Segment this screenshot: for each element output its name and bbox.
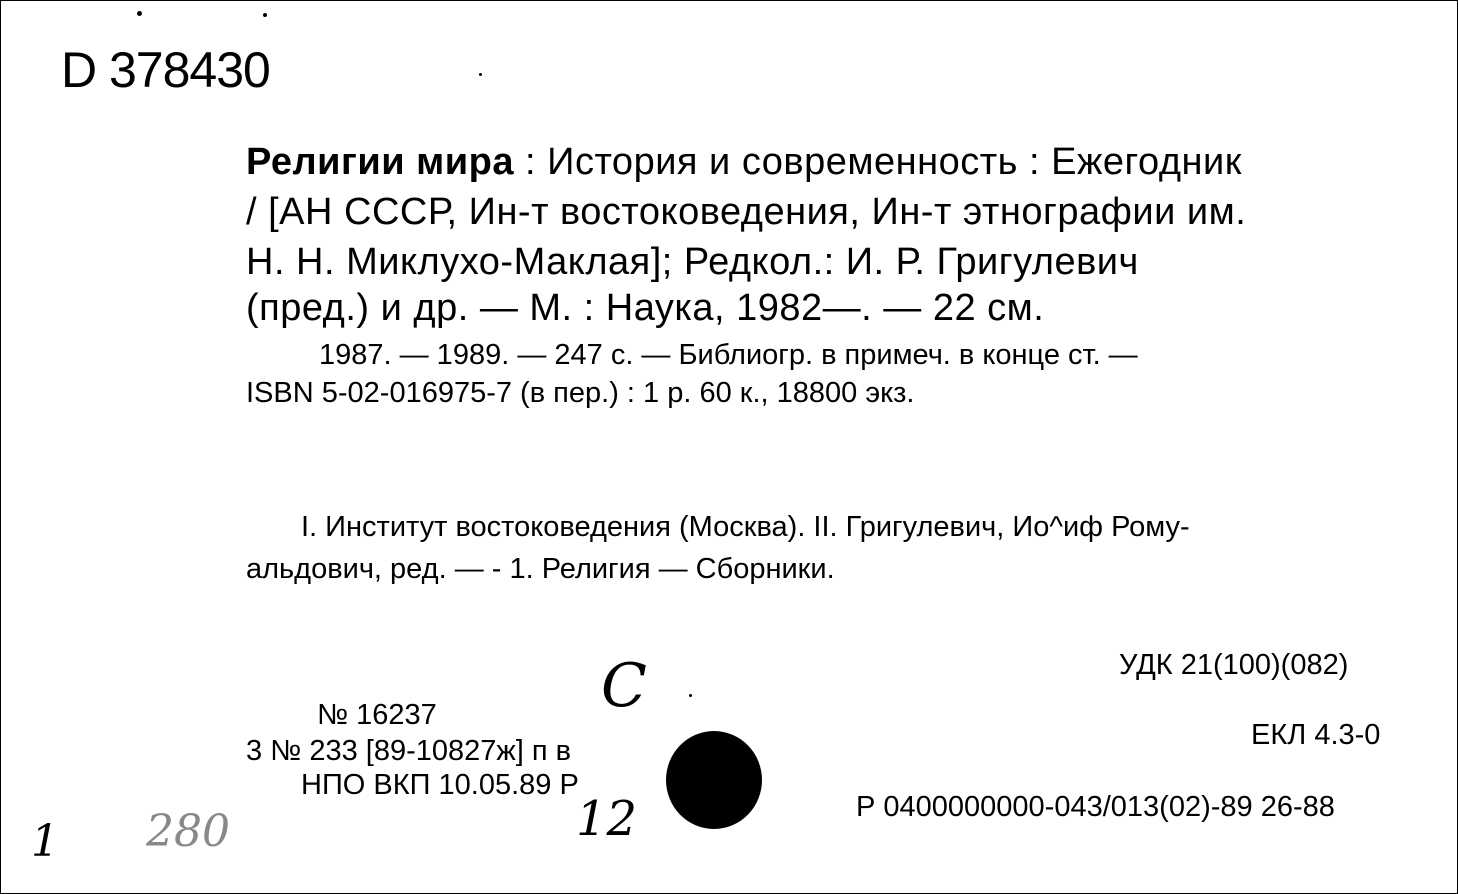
title-line-1	[246, 141, 1242, 184]
order-line: 3 № 233 [89-10827ж] п в	[246, 735, 572, 767]
price-code: Р 0400000000-043/013(02)-89 26-88	[856, 791, 1335, 823]
volume-line-1: 1987. — 1989. — 247 с. — Библиогр. в примеч. в конце ст. —	[319, 339, 1138, 371]
handwritten-280: 280	[146, 806, 230, 857]
speck	[263, 13, 267, 17]
handwritten-1: 1	[31, 816, 59, 867]
added-entries-line-1: I. Институт востоковедения (Москва). II. Григулевич, Ио^иф Рому-	[301, 511, 1190, 543]
title-line-4: (пред.) и др. — М. : Наука, 1982—. — 22 см.	[246, 287, 1045, 329]
call-number: D 378430	[61, 42, 270, 98]
title-line-3: Н. Н. Миклухо-Маклая]; Редкол.: И. Р. Григулевич	[246, 241, 1139, 283]
title-line-2: / [АН СССР, Ин-т востоковедения, Ин-т этнографии им.	[246, 191, 1247, 233]
title-rest: : История и современность : Ежегодник	[513, 141, 1242, 183]
handwritten-12: 12	[576, 791, 638, 847]
speck	[479, 73, 482, 76]
ekl-code: ЕКЛ 4.3-0	[1251, 719, 1381, 751]
title-bold: Религии мира	[246, 141, 514, 183]
card-number: № 16237	[317, 699, 437, 731]
handwritten-c: C	[601, 651, 647, 721]
added-entries-line-2: альдович, ред. — - 1. Религия — Сборники.	[246, 553, 835, 585]
npo-line: НПО ВКП 10.05.89 Р	[301, 769, 579, 801]
ink-blot	[666, 731, 762, 829]
udk-code: УДК 21(100)(082)	[1119, 649, 1349, 681]
speck	[689, 694, 692, 697]
speck	[137, 11, 142, 16]
volume-line-2: ISBN 5-02-016975-7 (в пер.) : 1 р. 60 к., 18800 экз.	[246, 377, 915, 409]
